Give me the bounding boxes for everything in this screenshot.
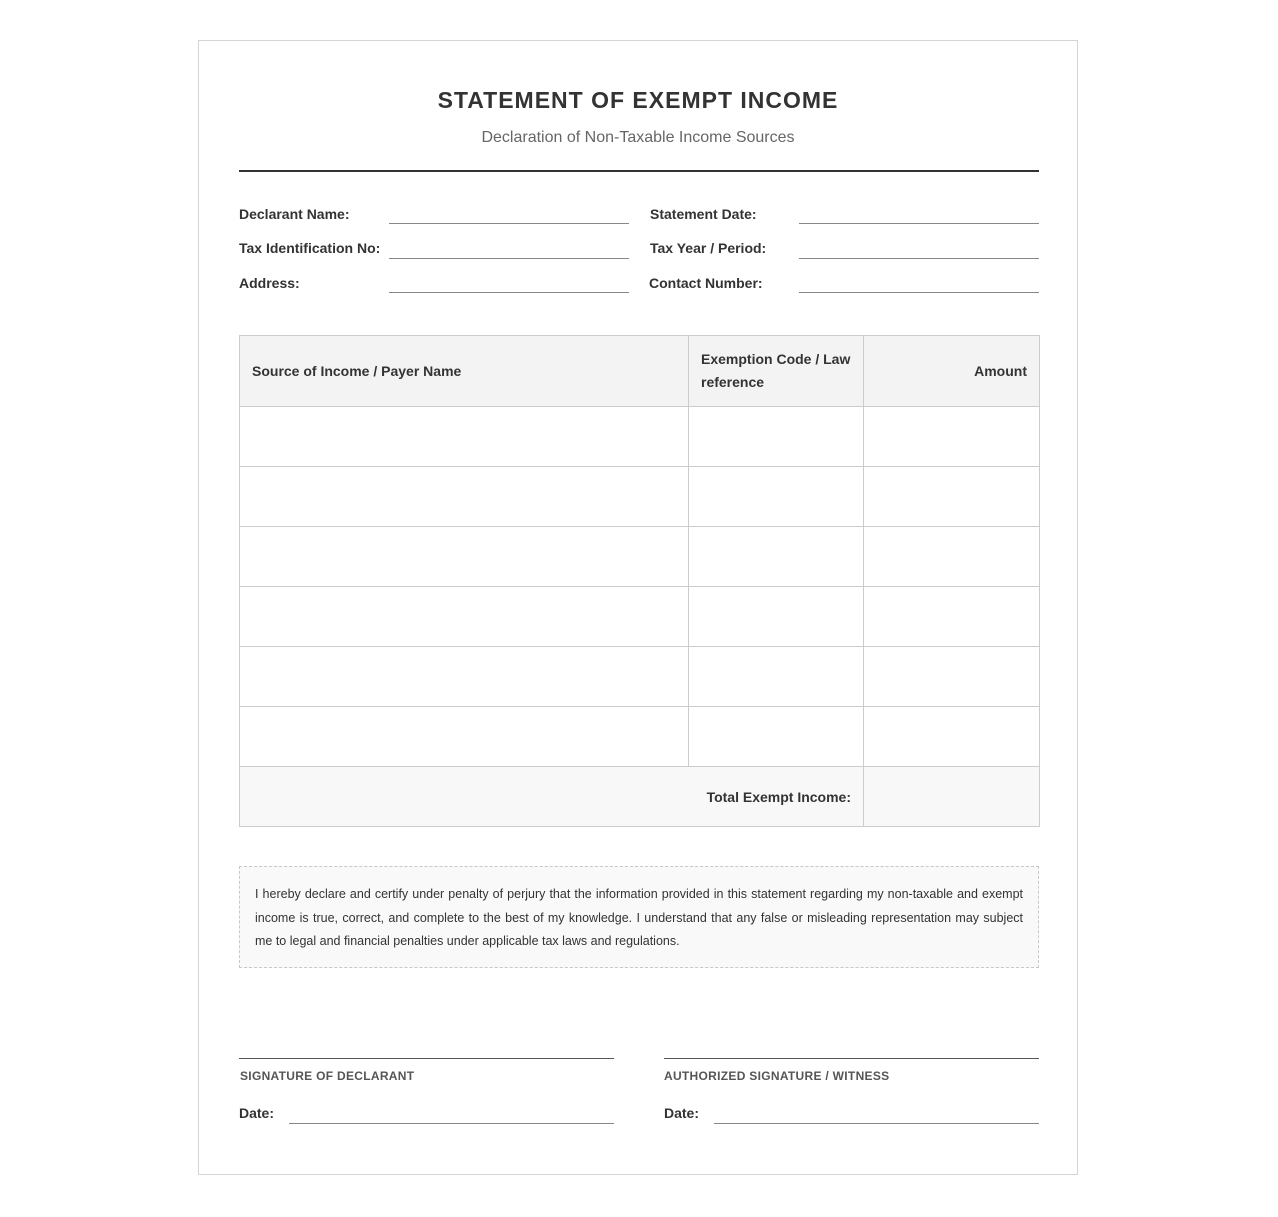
table-row	[240, 527, 1040, 587]
witness-date-field[interactable]	[714, 1123, 1039, 1124]
tax-id-label: Tax Identification No:	[239, 240, 381, 256]
amount-cell[interactable]	[864, 467, 1040, 527]
declarant-signature-line[interactable]	[239, 1058, 614, 1059]
declarant-name-field[interactable]	[389, 223, 629, 224]
total-exempt-income-label: Total Exempt Income:	[240, 767, 864, 827]
amount-cell[interactable]	[864, 647, 1040, 707]
amount-cell[interactable]	[864, 527, 1040, 587]
source-cell[interactable]	[240, 527, 689, 587]
address-label: Address:	[239, 275, 300, 291]
witness-signature-line[interactable]	[664, 1058, 1039, 1059]
exemption-code-cell[interactable]	[689, 527, 864, 587]
declarant-date-field[interactable]	[289, 1123, 614, 1124]
table-header-row	[240, 336, 1040, 407]
page-title: STATEMENT OF EXEMPT INCOME	[437, 87, 839, 113]
statement-date-label: Statement Date:	[650, 206, 757, 222]
source-cell[interactable]	[240, 587, 689, 647]
column-header-exemption-code: Exemption Code / Law reference	[689, 336, 864, 407]
column-header-source: Source of Income / Payer Name	[240, 336, 689, 407]
total-exempt-income-cell[interactable]	[864, 767, 1040, 827]
table-row	[240, 407, 1040, 467]
total-row	[240, 767, 1040, 827]
source-cell[interactable]	[240, 707, 689, 767]
source-cell[interactable]	[240, 467, 689, 527]
table-row	[240, 587, 1040, 647]
exemption-code-cell[interactable]	[689, 587, 864, 647]
tax-year-label: Tax Year / Period:	[650, 240, 767, 256]
exemption-code-cell[interactable]	[689, 407, 864, 467]
witness-date-label: Date:	[664, 1105, 700, 1121]
source-cell[interactable]	[240, 647, 689, 707]
amount-cell[interactable]	[864, 707, 1040, 767]
amount-cell[interactable]	[864, 407, 1040, 467]
statement-page	[198, 40, 1078, 1175]
tax-id-field[interactable]	[389, 258, 629, 259]
table-row	[240, 467, 1040, 527]
declarant-signature-caption: SIGNATURE OF DECLARANT	[240, 1069, 415, 1083]
tax-year-field[interactable]	[799, 258, 1039, 259]
amount-cell[interactable]	[864, 587, 1040, 647]
statement-date-field[interactable]	[799, 223, 1039, 224]
column-header-amount: Amount	[864, 336, 1040, 407]
declarant-date-label: Date:	[239, 1105, 275, 1121]
header-divider	[239, 170, 1039, 172]
page-subtitle: Declaration of Non-Taxable Income Sources	[481, 129, 795, 146]
address-field[interactable]	[389, 292, 629, 293]
source-cell[interactable]	[240, 407, 689, 467]
contact-number-field[interactable]	[799, 292, 1039, 293]
declarant-name-label: Declarant Name:	[239, 206, 350, 222]
witness-signature-caption: AUTHORIZED SIGNATURE / WITNESS	[664, 1069, 890, 1083]
table-row	[240, 647, 1040, 707]
exemption-code-cell[interactable]	[689, 647, 864, 707]
declaration-box: I hereby declare and certify under penalty of perjury that the information provided in this statement regarding my non-taxable and exempt income is true, correct, and complete to the best of my knowledge. I understand that any false or misleading representation may subject me to legal and financial penalties under applicable tax laws and regulations.	[239, 866, 1039, 968]
income-table	[239, 335, 1040, 827]
contact-number-label: Contact Number:	[649, 275, 763, 291]
table-row	[240, 707, 1040, 767]
exemption-code-cell[interactable]	[689, 467, 864, 527]
exemption-code-cell[interactable]	[689, 707, 864, 767]
